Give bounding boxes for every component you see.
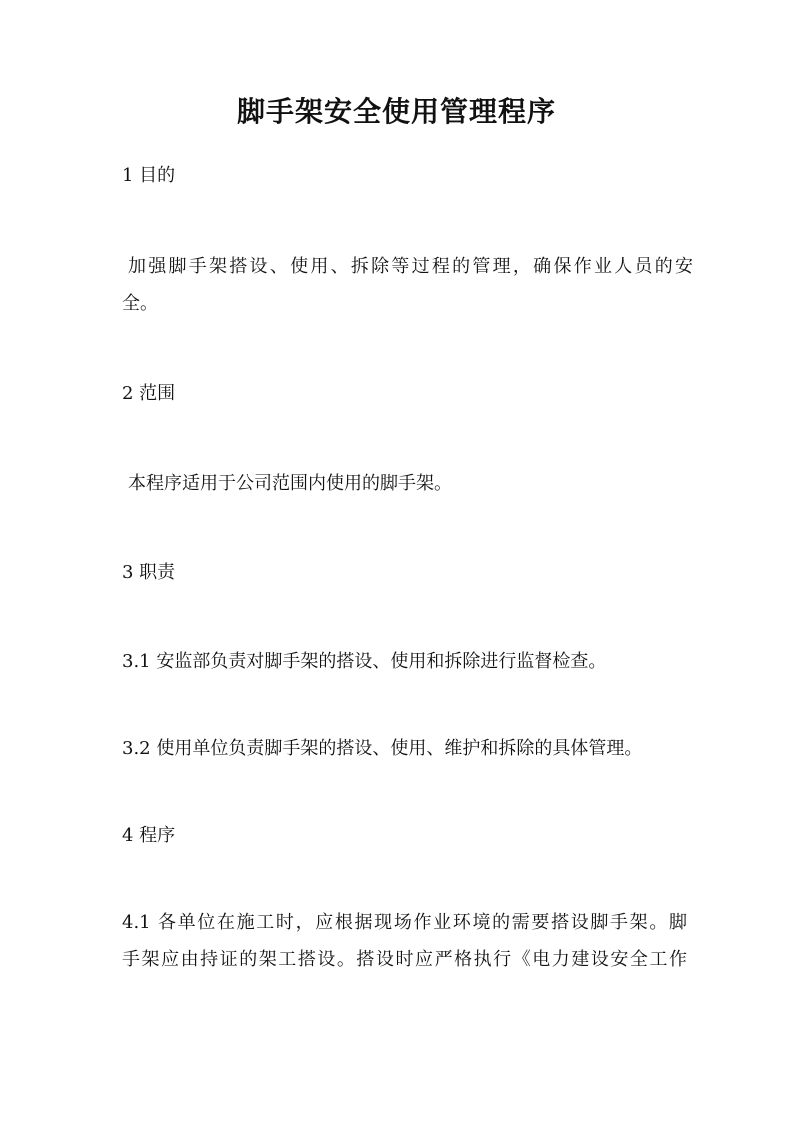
document-title: 脚手架安全使用管理程序	[236, 95, 556, 128]
paragraph-line: 4.1 各单位在施工时，应根据现场作业环境的需要搭设脚手架。脚	[122, 912, 687, 933]
paragraph-line: 本程序适用于公司范围内使用的脚手架。	[128, 473, 452, 494]
paragraph-line: 3.1 安监部负责对脚手架的搭设、使用和拆除进行监督检查。	[122, 651, 607, 672]
section-heading-responsibilities: 3 职责	[122, 562, 176, 583]
paragraph-line: 3.2 使用单位负责脚手架的搭设、使用、维护和拆除的具体管理。	[122, 738, 643, 759]
paragraph-line: 加强脚手架搭设、使用、拆除等过程的管理，确保作业人员的安	[128, 256, 693, 277]
paragraph-line: 手架应由持证的架工搭设。搭设时应严格执行《电力建设安全工作	[122, 949, 687, 970]
section-heading-purpose: 1 目的	[122, 165, 176, 186]
section-heading-scope: 2 范围	[122, 383, 176, 404]
section-heading-procedure: 4 程序	[122, 825, 176, 846]
paragraph-line: 全。	[122, 293, 158, 314]
